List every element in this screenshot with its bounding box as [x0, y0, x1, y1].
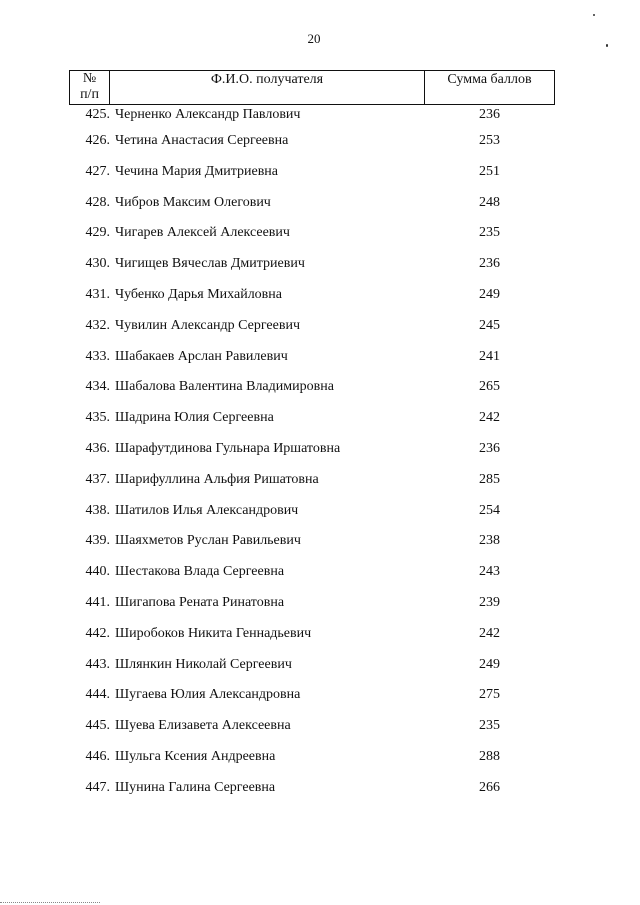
- table-row: [69, 375, 555, 406]
- table-header: [69, 70, 555, 105]
- score-value: 265: [479, 379, 500, 395]
- recipient-name: Чувилин Александр Сергеевич: [115, 317, 301, 333]
- recipient-name: Шарафутдинова Гульнара Иршатовна: [115, 440, 341, 456]
- table-row: [69, 745, 555, 776]
- row-number: 445.: [85, 718, 110, 734]
- row-number: 432.: [85, 317, 110, 333]
- table-row: [69, 468, 555, 499]
- table-row: [69, 714, 555, 745]
- row-number: 438.: [85, 502, 110, 518]
- row-number: 426.: [85, 133, 110, 148]
- score-value: 243: [479, 564, 500, 580]
- recipient-name: Чечина Мария Дмитриевна: [115, 163, 279, 179]
- score-value: 235: [479, 225, 500, 241]
- row-number: 437.: [85, 471, 110, 487]
- recipients-list: [69, 105, 555, 807]
- header-score-cell: Сумма баллов: [447, 72, 532, 87]
- recipient-name: Широбоков Никита Геннадьевич: [115, 625, 312, 641]
- row-number: 435.: [85, 410, 110, 426]
- table-row: [69, 622, 555, 653]
- row-number: 447.: [85, 779, 110, 795]
- recipient-name: Шлянкин Николай Сергеевич: [115, 656, 292, 672]
- table-row: [69, 252, 555, 283]
- score-value: 248: [479, 194, 500, 210]
- score-value: 242: [479, 410, 500, 426]
- score-value: 266: [479, 779, 500, 795]
- recipient-name: Шабалова Валентина Владимировна: [115, 379, 334, 395]
- row-number: 429.: [85, 225, 110, 241]
- score-value: 242: [479, 625, 500, 641]
- score-value: 275: [479, 687, 500, 703]
- recipient-name: Шарифуллина Альфия Ришатовна: [115, 471, 319, 487]
- table-row: [69, 314, 555, 345]
- table-row: [69, 105, 555, 129]
- table-row: [69, 683, 555, 714]
- header-number-symbol: №: [82, 71, 97, 86]
- table-row: [69, 191, 555, 222]
- row-number: 436.: [85, 440, 110, 456]
- score-value: 249: [479, 656, 500, 672]
- score-value: 249: [479, 286, 500, 302]
- table-row: [69, 160, 555, 191]
- recipient-name: Чигарев Алексей Алексеевич: [115, 225, 290, 241]
- row-number: 431.: [85, 286, 110, 302]
- scan-speck: [606, 44, 608, 47]
- table-row: [69, 560, 555, 591]
- table-row: [69, 653, 555, 684]
- table-row: [69, 283, 555, 314]
- row-number: 444.: [85, 687, 110, 703]
- recipient-name: Шатилов Илья Александрович: [115, 502, 299, 518]
- score-value: 236: [479, 440, 500, 456]
- scan-edge-rule: [0, 902, 100, 903]
- recipient-name: Чубенко Дарья Михайловна: [115, 286, 283, 302]
- table-row: [69, 345, 555, 376]
- recipient-name: Шуева Елизавета Алексеевна: [115, 718, 291, 734]
- score-value: 253: [479, 133, 500, 148]
- header-name-cell: Ф.И.О. получателя: [110, 71, 425, 104]
- score-value: 238: [479, 533, 500, 549]
- recipient-name: Шабакаев Арслан Равилевич: [115, 348, 288, 364]
- score-value: 254: [479, 502, 500, 518]
- header-number-cell: [70, 71, 110, 104]
- score-value: 236: [479, 256, 500, 272]
- score-value: 236: [479, 107, 500, 122]
- score-value: 285: [479, 471, 500, 487]
- row-number: 443.: [85, 656, 110, 672]
- row-number: 446.: [85, 748, 110, 764]
- table-row: [69, 129, 555, 160]
- score-value: 241: [479, 348, 500, 364]
- table-row: [69, 499, 555, 530]
- score-value: 239: [479, 594, 500, 610]
- recipient-name: Шунина Галина Сергеевна: [115, 779, 276, 795]
- row-number: 440.: [85, 564, 110, 580]
- row-number: 441.: [85, 594, 110, 610]
- page-number: 20: [307, 31, 321, 46]
- recipient-name: Чибров Максим Олегович: [115, 194, 271, 210]
- score-value: 245: [479, 317, 500, 333]
- recipient-name: Четина Анастасия Сергеевна: [115, 133, 289, 148]
- row-number: 439.: [85, 533, 110, 549]
- recipient-name: Шадрина Юлия Сергеевна: [115, 410, 274, 426]
- recipient-name: Черненко Александр Павлович: [115, 107, 301, 122]
- row-number: 442.: [85, 625, 110, 641]
- scan-speck: [593, 14, 595, 16]
- table-row: [69, 591, 555, 622]
- score-value: 251: [479, 163, 500, 179]
- recipient-name: Шестакова Влада Сергеевна: [115, 564, 285, 580]
- row-number: 434.: [85, 379, 110, 395]
- table-row: [69, 776, 555, 807]
- header-number-abbrev: п/п: [80, 87, 99, 102]
- table-row: [69, 529, 555, 560]
- row-number: 428.: [85, 194, 110, 210]
- recipient-name: Шугаева Юлия Александровна: [115, 687, 301, 703]
- score-value: 235: [479, 718, 500, 734]
- table-row: [69, 221, 555, 252]
- score-value: 288: [479, 748, 500, 764]
- row-number: 427.: [85, 163, 110, 179]
- recipient-name: Шаяхметов Руслан Равильевич: [115, 533, 301, 549]
- table-row: [69, 406, 555, 437]
- recipient-name: Чигищев Вячеслав Дмитриевич: [115, 256, 305, 272]
- recipient-name: Шигапова Рената Ринатовна: [115, 594, 285, 610]
- row-number: 425.: [85, 107, 110, 122]
- table-row: [69, 437, 555, 468]
- row-number: 430.: [85, 256, 110, 272]
- recipient-name: Шульга Ксения Андреевна: [115, 748, 276, 764]
- row-number: 433.: [85, 348, 110, 364]
